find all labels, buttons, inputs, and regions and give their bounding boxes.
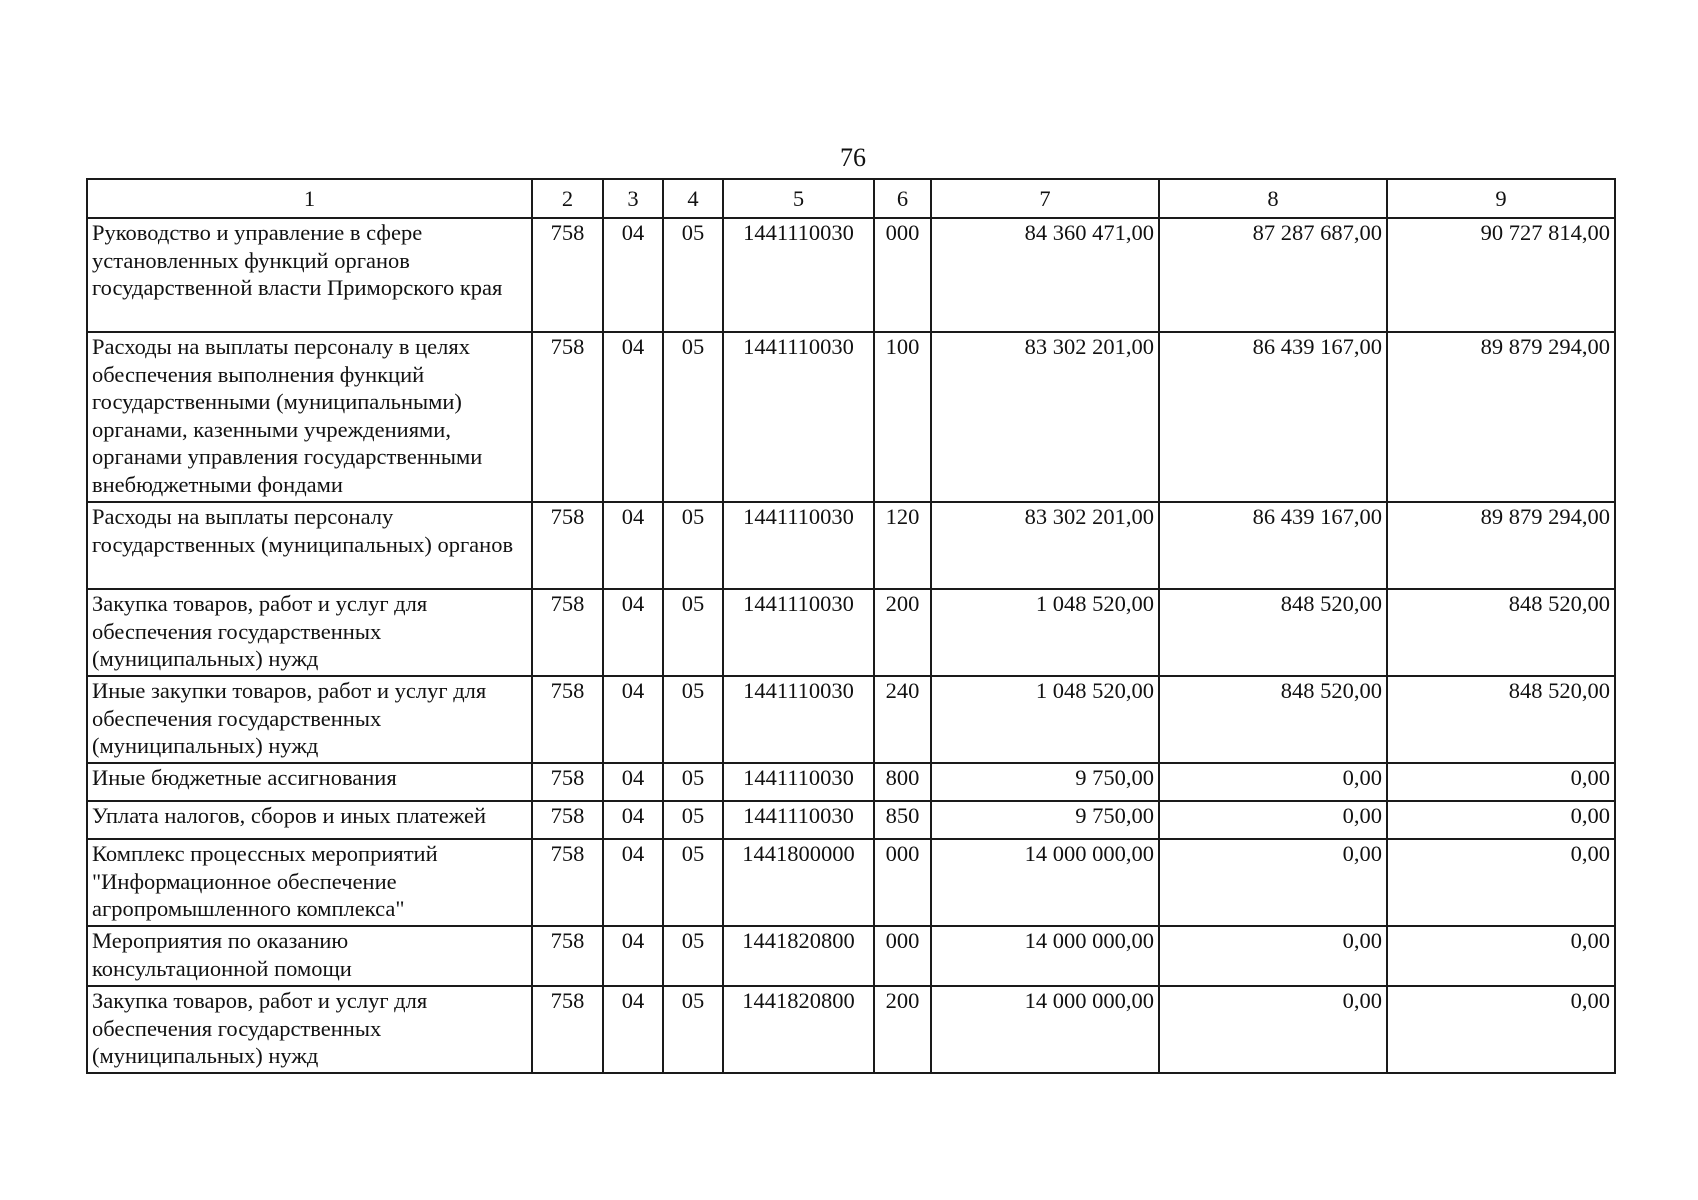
expense-type-cell: 120 xyxy=(874,502,931,589)
target-article-cell: 1441800000 xyxy=(723,839,874,926)
column-header: 7 xyxy=(931,179,1159,218)
target-article-cell: 1441110030 xyxy=(723,763,874,801)
expense-type-cell: 000 xyxy=(874,839,931,926)
amount-col8-cell: 848 520,00 xyxy=(1159,589,1387,676)
section-code-cell: 04 xyxy=(603,502,663,589)
section-code-cell: 04 xyxy=(603,763,663,801)
amount-col8-cell: 86 439 167,00 xyxy=(1159,332,1387,502)
amount-col7-cell: 9 750,00 xyxy=(931,801,1159,839)
amount-col7-cell: 84 360 471,00 xyxy=(931,218,1159,332)
table-row xyxy=(87,218,1615,332)
expense-type-cell: 240 xyxy=(874,676,931,763)
amount-col8-cell: 0,00 xyxy=(1159,801,1387,839)
amount-col9-cell: 0,00 xyxy=(1387,926,1615,986)
subsection-code-cell: 05 xyxy=(663,502,723,589)
subsection-code-cell: 05 xyxy=(663,589,723,676)
amount-col7-cell: 1 048 520,00 xyxy=(931,589,1159,676)
section-code-cell: 04 xyxy=(603,986,663,1073)
expense-name-cell: Закупка товаров, работ и услуг для обеспечения государственных (муниципальных) нужд xyxy=(87,986,532,1073)
column-header: 5 xyxy=(723,179,874,218)
amount-col8-cell: 848 520,00 xyxy=(1159,676,1387,763)
expense-name-cell: Закупка товаров, работ и услуг для обеспечения государственных (муниципальных) нужд xyxy=(87,589,532,676)
amount-col8-cell: 0,00 xyxy=(1159,763,1387,801)
table-header-row xyxy=(87,179,1615,218)
section-code-cell: 04 xyxy=(603,218,663,332)
expense-type-cell: 200 xyxy=(874,986,931,1073)
amount-col7-cell: 14 000 000,00 xyxy=(931,926,1159,986)
target-article-cell: 1441110030 xyxy=(723,332,874,502)
budget-table xyxy=(86,178,1616,1074)
ministry-code-cell: 758 xyxy=(532,676,603,763)
table-row xyxy=(87,986,1615,1073)
ministry-code-cell: 758 xyxy=(532,986,603,1073)
amount-col8-cell: 86 439 167,00 xyxy=(1159,502,1387,589)
amount-col9-cell: 0,00 xyxy=(1387,801,1615,839)
expense-name-cell: Иные закупки товаров, работ и услуг для обеспечения государственных (муниципальных) нужд xyxy=(87,676,532,763)
amount-col9-cell: 0,00 xyxy=(1387,763,1615,801)
table-row xyxy=(87,676,1615,763)
table-row xyxy=(87,589,1615,676)
subsection-code-cell: 05 xyxy=(663,986,723,1073)
expense-name-cell: Уплата налогов, сборов и иных платежей xyxy=(87,801,532,839)
column-header: 6 xyxy=(874,179,931,218)
target-article-cell: 1441820800 xyxy=(723,926,874,986)
amount-col9-cell: 89 879 294,00 xyxy=(1387,332,1615,502)
section-code-cell: 04 xyxy=(603,589,663,676)
column-header: 4 xyxy=(663,179,723,218)
table-row xyxy=(87,332,1615,502)
ministry-code-cell: 758 xyxy=(532,763,603,801)
amount-col8-cell: 0,00 xyxy=(1159,926,1387,986)
target-article-cell: 1441110030 xyxy=(723,676,874,763)
expense-name-cell: Расходы на выплаты персоналу в целях обеспечения выполнения функций государственными (муниципальными) органами, казенными учреждениями, органами управления государственными внебюджетными фондами xyxy=(87,332,532,502)
ministry-code-cell: 758 xyxy=(532,218,603,332)
expense-type-cell: 100 xyxy=(874,332,931,502)
expense-name-cell: Расходы на выплаты персоналу государственных (муниципальных) органов xyxy=(87,502,532,589)
table-row xyxy=(87,502,1615,589)
table-row xyxy=(87,801,1615,839)
ministry-code-cell: 758 xyxy=(532,801,603,839)
amount-col7-cell: 14 000 000,00 xyxy=(931,839,1159,926)
amount-col8-cell: 0,00 xyxy=(1159,839,1387,926)
expense-type-cell: 000 xyxy=(874,926,931,986)
subsection-code-cell: 05 xyxy=(663,332,723,502)
amount-col7-cell: 83 302 201,00 xyxy=(931,502,1159,589)
amount-col7-cell: 1 048 520,00 xyxy=(931,676,1159,763)
section-code-cell: 04 xyxy=(603,801,663,839)
subsection-code-cell: 05 xyxy=(663,801,723,839)
table-row xyxy=(87,839,1615,926)
amount-col8-cell: 87 287 687,00 xyxy=(1159,218,1387,332)
expense-type-cell: 000 xyxy=(874,218,931,332)
column-header: 1 xyxy=(87,179,532,218)
section-code-cell: 04 xyxy=(603,332,663,502)
amount-col9-cell: 848 520,00 xyxy=(1387,676,1615,763)
column-header: 9 xyxy=(1387,179,1615,218)
target-article-cell: 1441110030 xyxy=(723,801,874,839)
table-row xyxy=(87,763,1615,801)
ministry-code-cell: 758 xyxy=(532,589,603,676)
column-header: 2 xyxy=(532,179,603,218)
amount-col7-cell: 14 000 000,00 xyxy=(931,986,1159,1073)
amount-col9-cell: 848 520,00 xyxy=(1387,589,1615,676)
section-code-cell: 04 xyxy=(603,926,663,986)
amount-col7-cell: 83 302 201,00 xyxy=(931,332,1159,502)
expense-name-cell: Руководство и управление в сфере установленных функций органов государственной власти Приморского края xyxy=(87,218,532,332)
subsection-code-cell: 05 xyxy=(663,926,723,986)
expense-name-cell: Иные бюджетные ассигнования xyxy=(87,763,532,801)
expense-type-cell: 800 xyxy=(874,763,931,801)
expense-name-cell: Мероприятия по оказанию консультационной помощи xyxy=(87,926,532,986)
section-code-cell: 04 xyxy=(603,676,663,763)
subsection-code-cell: 05 xyxy=(663,676,723,763)
amount-col9-cell: 0,00 xyxy=(1387,986,1615,1073)
ministry-code-cell: 758 xyxy=(532,502,603,589)
amount-col9-cell: 0,00 xyxy=(1387,839,1615,926)
expense-name-cell: Комплекс процессных мероприятий "Информационное обеспечение агропромышленного комплекса" xyxy=(87,839,532,926)
amount-col7-cell: 9 750,00 xyxy=(931,763,1159,801)
expense-type-cell: 200 xyxy=(874,589,931,676)
expense-type-cell: 850 xyxy=(874,801,931,839)
target-article-cell: 1441110030 xyxy=(723,502,874,589)
column-header: 8 xyxy=(1159,179,1387,218)
ministry-code-cell: 758 xyxy=(532,332,603,502)
amount-col9-cell: 89 879 294,00 xyxy=(1387,502,1615,589)
target-article-cell: 1441110030 xyxy=(723,218,874,332)
amount-col8-cell: 0,00 xyxy=(1159,986,1387,1073)
target-article-cell: 1441820800 xyxy=(723,986,874,1073)
page-number: 76 xyxy=(840,143,866,172)
ministry-code-cell: 758 xyxy=(532,839,603,926)
ministry-code-cell: 758 xyxy=(532,926,603,986)
table-row xyxy=(87,926,1615,986)
amount-col9-cell: 90 727 814,00 xyxy=(1387,218,1615,332)
section-code-cell: 04 xyxy=(603,839,663,926)
subsection-code-cell: 05 xyxy=(663,218,723,332)
target-article-cell: 1441110030 xyxy=(723,589,874,676)
column-header: 3 xyxy=(603,179,663,218)
subsection-code-cell: 05 xyxy=(663,763,723,801)
subsection-code-cell: 05 xyxy=(663,839,723,926)
